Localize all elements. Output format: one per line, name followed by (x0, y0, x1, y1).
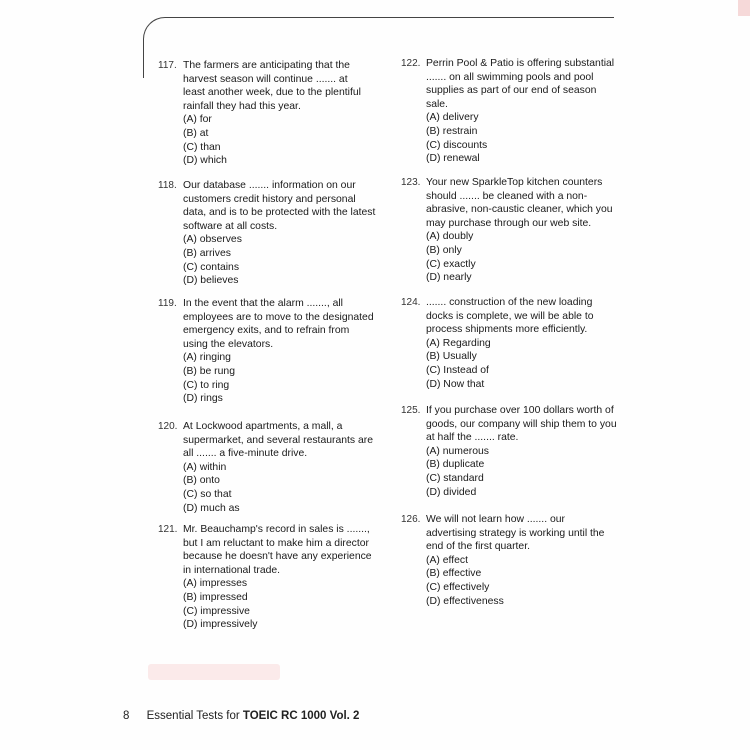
answer-option: (B) at (183, 127, 209, 139)
question-number: 117. (158, 60, 177, 71)
answer-option: (D) renewal (426, 153, 480, 165)
book-title-bold: TOEIC RC 1000 Vol. 2 (242, 710, 360, 722)
question-number: 120. (158, 421, 178, 432)
answer-option: (A) impresses (183, 578, 248, 590)
answer-option: (C) than (183, 141, 221, 153)
question-text-line: emergency exits, and to refrain from (183, 325, 350, 337)
answer-option: (B) be rung (183, 365, 235, 377)
answer-options (183, 233, 398, 287)
question-text-line: data, and is to be protected with the latest (183, 207, 376, 219)
question-124 (401, 296, 641, 391)
answer-option: (B) effective (426, 568, 482, 580)
answer-option: (C) discounts (426, 139, 488, 151)
question-text-line: Perrin Pool & Patio is offering substantial (426, 58, 615, 69)
answer-option: (D) believes (183, 275, 239, 287)
answer-option: (D) which (183, 155, 227, 167)
question-text-line: customers credit history and personal (183, 193, 356, 205)
question-text-line: all ....... a five-minute drive. (183, 448, 308, 460)
answer-options (183, 351, 398, 405)
answer-option: (A) delivery (426, 112, 479, 124)
answer-options (183, 113, 398, 167)
question-text-line: should ....... be cleaned with a non- (426, 190, 588, 202)
question-118 (158, 179, 398, 288)
question-120 (158, 420, 398, 515)
question-text-line: using the elevators. (183, 338, 274, 350)
question-text-line: supermarket, and several restaurants are (183, 434, 374, 446)
question-text-line: sale. (426, 98, 448, 110)
answer-option: (A) doubly (426, 231, 474, 243)
answer-option: (D) nearly (426, 272, 472, 284)
question-text-line: rainfall they had this year. (183, 100, 301, 112)
question-text-line: ....... construction of the new loading (426, 297, 593, 308)
question-text-line: We will not learn how ....... our (426, 514, 565, 525)
question-number: 118. (158, 180, 177, 191)
answer-option: (A) within (183, 461, 227, 473)
question-text-line: employees are to move to the designated (183, 311, 374, 323)
answer-option: (A) for (183, 114, 212, 126)
question-text-line: ....... on all swimming pools and pool (426, 71, 594, 83)
answer-option: (D) Now that (426, 378, 485, 390)
answer-option: (B) Usually (426, 351, 477, 363)
question-text-line: If you purchase over 100 dollars worth of (426, 405, 614, 416)
answer-option: (C) effectively (426, 581, 490, 593)
question-text-line: At Lockwood apartments, a mall, a (183, 421, 343, 432)
question-123 (401, 176, 641, 285)
question-number: 123. (401, 177, 421, 188)
question-text-line: end of the first quarter. (426, 541, 530, 553)
answer-option: (B) onto (183, 475, 220, 487)
question-text-line: docks is complete, we will be able to (426, 310, 594, 322)
answer-option: (D) impressively (183, 619, 258, 631)
answer-options (426, 230, 641, 284)
page-footer (123, 710, 359, 722)
question-121 (158, 523, 398, 632)
question-text-line: software at all costs. (183, 220, 278, 232)
question-text-line: harvest season will continue ....... at (183, 73, 348, 85)
question-number: 122. (401, 58, 421, 69)
question-126 (401, 513, 641, 608)
answer-option: (A) Regarding (426, 337, 491, 349)
book-title: Essential Tests for (146, 710, 240, 722)
answer-option: (D) effectiveness (426, 595, 504, 607)
answer-option: (B) duplicate (426, 459, 485, 471)
question-text-line: abrasive, non-caustic cleaner, which you (426, 204, 613, 216)
answer-option: (A) numerous (426, 445, 489, 457)
question-text-line: In the event that the alarm ......., all (183, 298, 343, 309)
answer-option: (D) rings (183, 393, 223, 405)
answer-option: (C) impressive (183, 605, 250, 617)
question-text-line: in international trade. (183, 564, 281, 576)
answer-option: (C) Instead of (426, 364, 489, 376)
answer-option: (B) restrain (426, 125, 478, 137)
answer-options (426, 554, 641, 608)
answer-option: (B) impressed (183, 591, 248, 603)
answer-option: (D) much as (183, 502, 240, 514)
question-119 (158, 297, 398, 406)
question-text-line: but I am reluctant to make him a director (183, 537, 369, 549)
answer-options (426, 337, 641, 391)
answer-option: (A) observes (183, 234, 242, 246)
question-number: 124. (401, 297, 421, 308)
question-text-line: least another week, due to the plentiful (183, 87, 361, 99)
answer-option: (D) divided (426, 486, 477, 498)
answer-option: (C) standard (426, 472, 484, 484)
answer-options (183, 577, 398, 631)
answer-option: (C) so that (183, 488, 232, 500)
answer-option: (A) ringing (183, 352, 231, 364)
answer-option: (A) effect (426, 554, 468, 566)
answer-option: (B) only (426, 244, 462, 256)
question-122 (401, 57, 641, 166)
question-text-line: process shipments more efficiently. (426, 324, 588, 336)
question-number: 121. (158, 524, 178, 535)
faded-stamp (148, 664, 280, 680)
question-text-line: supplies as part of our end of season (426, 85, 597, 97)
question-text-line: Mr. Beauchamp's record in sales is ......., (183, 524, 370, 535)
question-text-line: Our database ....... information on our (183, 180, 356, 191)
answer-options (426, 111, 641, 165)
question-number: 119. (158, 298, 177, 309)
question-text-line: Your new SparkleTop kitchen counters (426, 177, 603, 188)
question-number: 125. (401, 405, 421, 416)
answer-options (183, 461, 398, 515)
question-text-line: may purchase through our web site. (426, 217, 592, 229)
question-text-line: goods, our company will ship them to you (426, 418, 617, 430)
answer-option: (C) to ring (183, 379, 230, 391)
page-corner-mark (738, 0, 750, 16)
answer-options (426, 445, 641, 499)
question-125 (401, 404, 641, 499)
answer-option: (C) exactly (426, 258, 476, 270)
answer-option: (B) arrives (183, 247, 231, 259)
page-number: 8 (123, 710, 130, 722)
question-text-line: advertising strategy is working until the (426, 527, 605, 539)
question-text-line: because he doesn't have any experience (183, 551, 372, 563)
question-117 (158, 59, 398, 168)
question-text-line: The farmers are anticipating that the (183, 60, 350, 71)
answer-option: (C) contains (183, 261, 240, 273)
question-text-line: at half the ....... rate. (426, 432, 519, 444)
question-number: 126. (401, 514, 421, 525)
